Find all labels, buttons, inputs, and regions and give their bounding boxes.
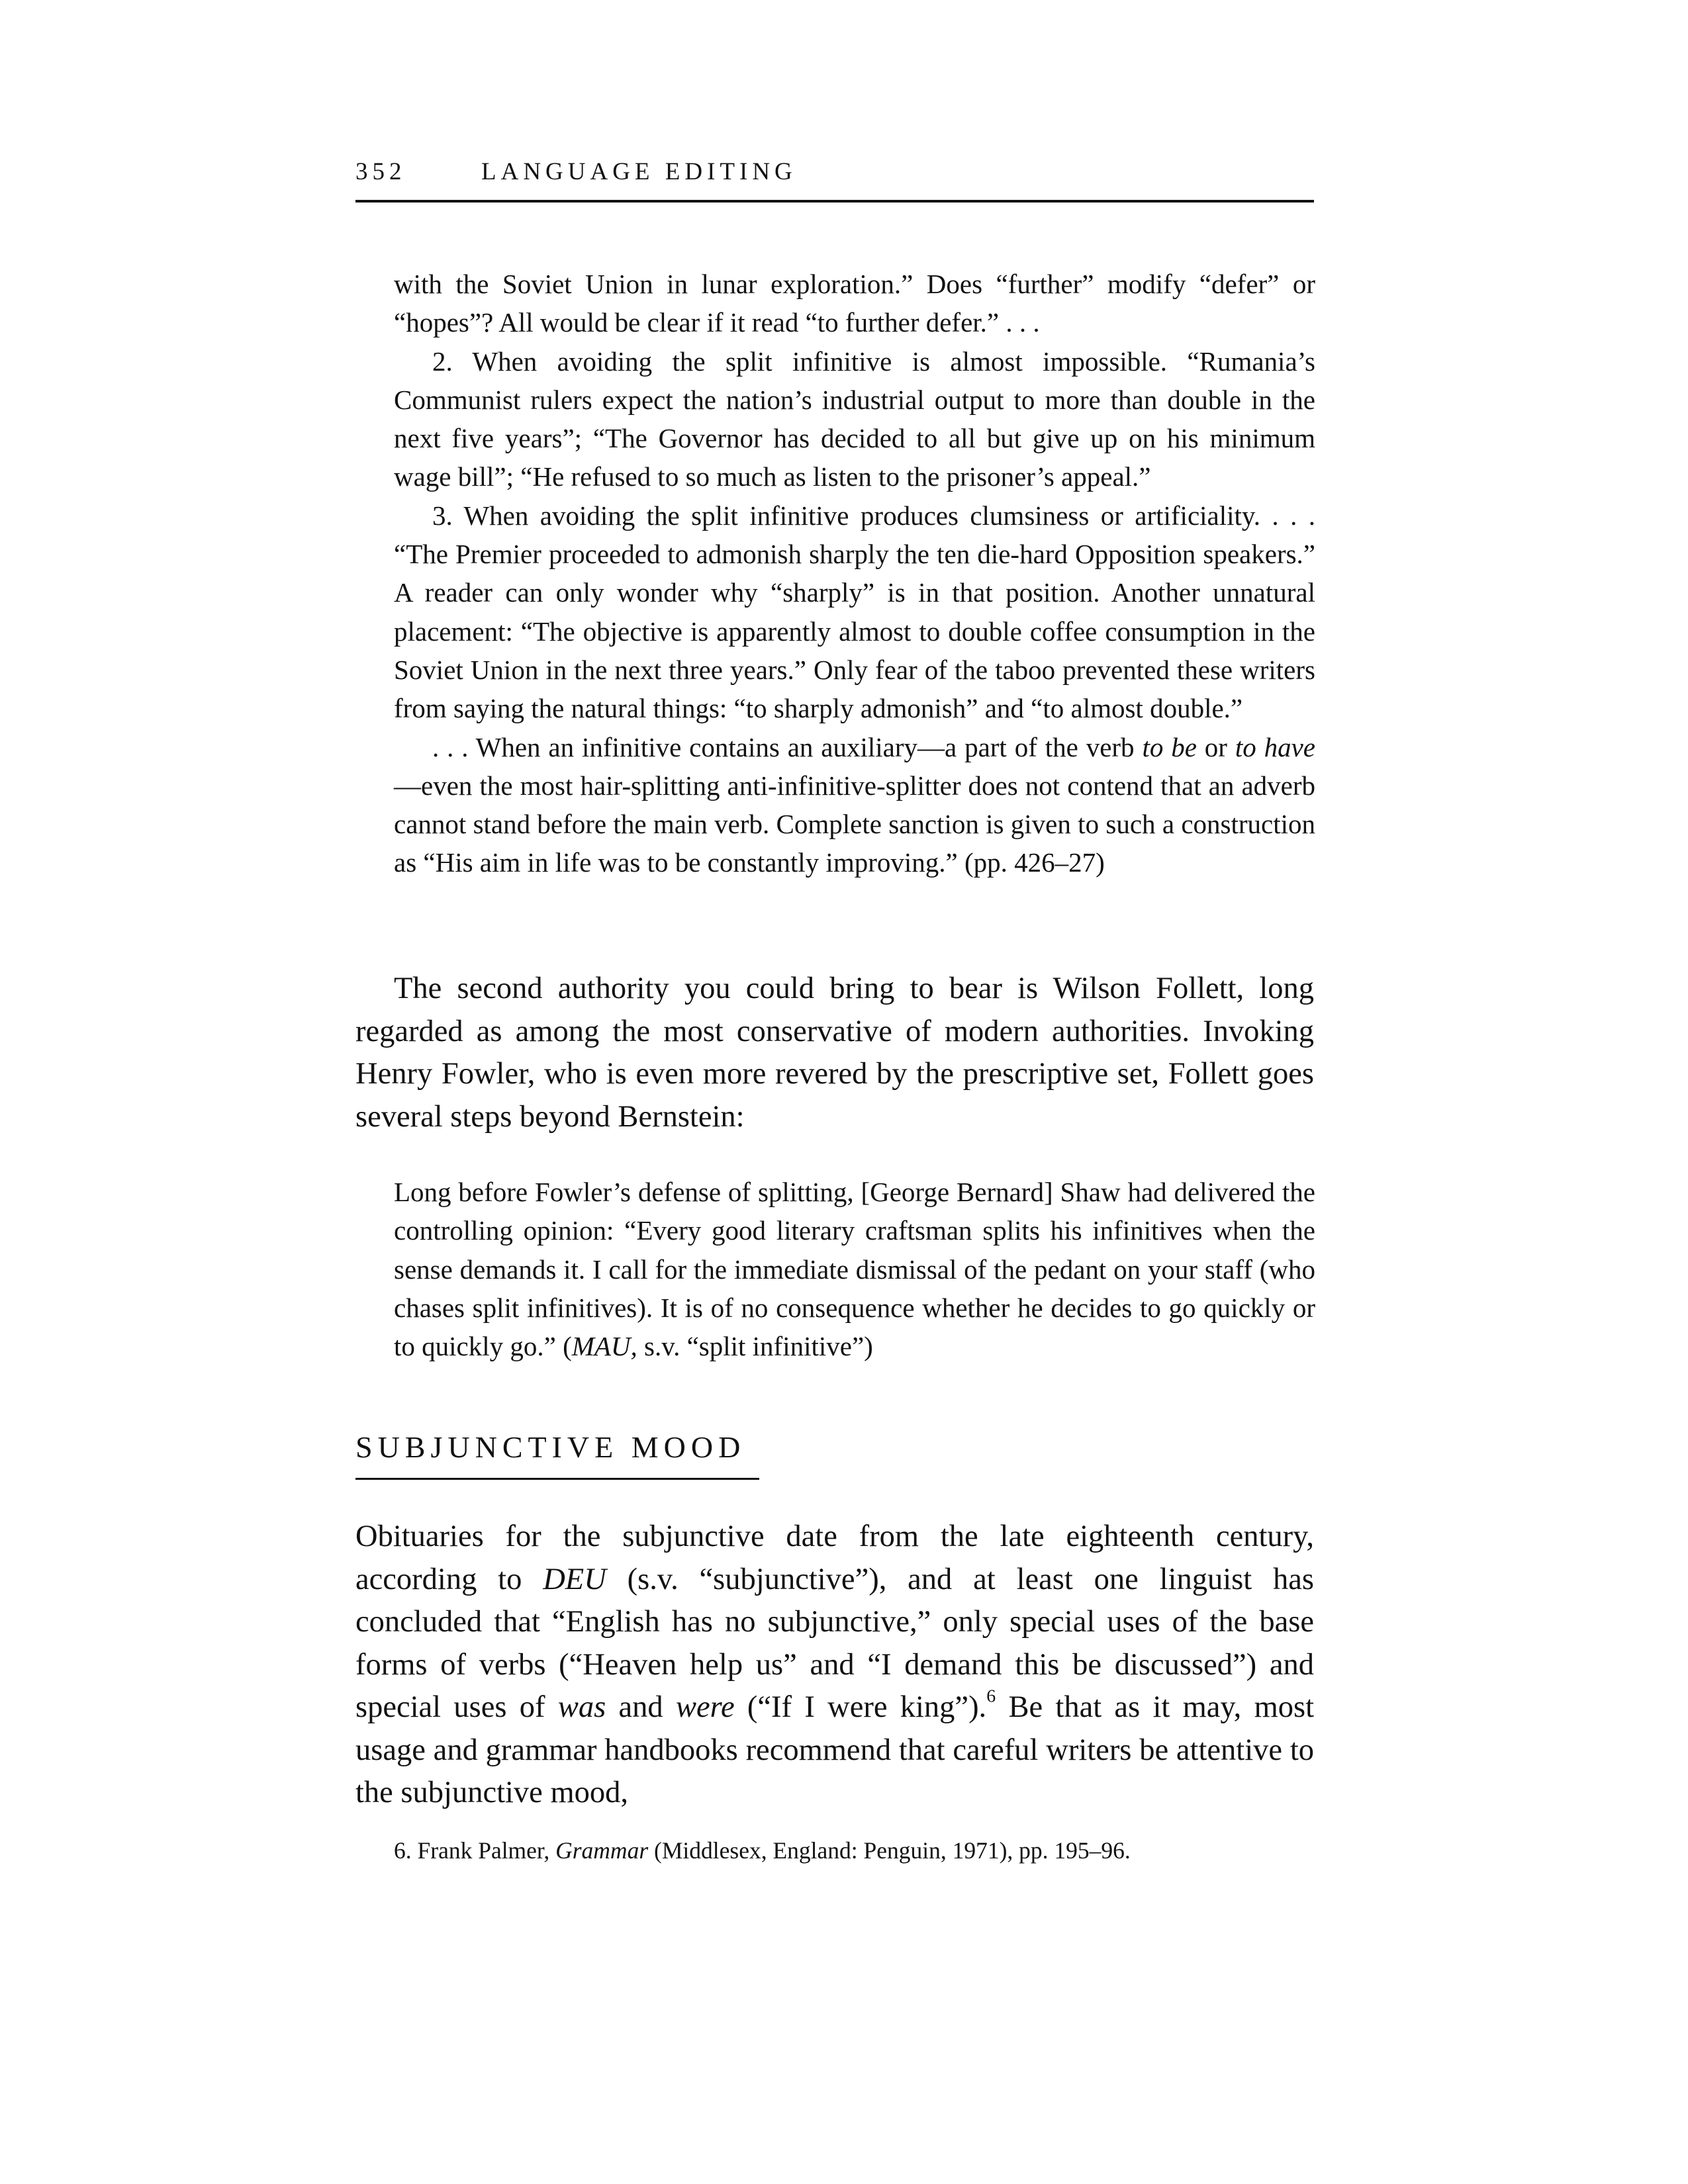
section-heading-rule bbox=[355, 1478, 759, 1480]
footnote-reference[interactable]: 6 bbox=[986, 1686, 996, 1707]
footnote bbox=[394, 1837, 1131, 1864]
italic-text: MAU, bbox=[571, 1331, 637, 1362]
quote-paragraph: 2. When avoiding the split infinitive is almost impossible. “Rumania’s Communist rulers expect the nation’s industrial output to more than double in the next five years”; “The Governor has decided to all but give up on his minimum wage bill”; “He refused to so much as listen to the prisoner’s appeal.” bbox=[394, 345, 1315, 492]
text-run: s.v. “split infinitive”) bbox=[637, 1331, 873, 1362]
text-run: . . . When an infinitive contains an auxiliary—a part of the verb bbox=[432, 731, 1143, 762]
running-head bbox=[355, 158, 1314, 197]
running-head-title: LANGUAGE EDITING bbox=[481, 158, 797, 185]
text-run: Long before Fowler’s defense of splitting, [George Bernard] Shaw had delivered the controlling opinion: “Every good literary craftsman splits his infinitives when the sense demands it. I call for the immediate dismissal of the pedant on your staff (who chases split infinitives). It is of no consequence whether he decides to go quickly or to quickly go.” ( bbox=[394, 1177, 1315, 1362]
text-run: and bbox=[606, 1690, 676, 1724]
quote-paragraph: with the Soviet Union in lunar exploration.” Does “further” modify “defer” or “hopes”? All would be clear if it read “to further defer.” . . . bbox=[394, 269, 1315, 338]
text-run: —even the most hair-splitting anti-infinitive-splitter does not contend that an adverb cannot stand before the main verb. Complete sanction is given to such a construction as “His aim in life was to be constantly improving.” (pp. 426–27) bbox=[394, 770, 1315, 878]
paragraph bbox=[355, 1516, 1314, 1815]
section-heading: SUBJUNCTIVE MOOD bbox=[355, 1430, 746, 1464]
text-run: Obituaries for the subjunctive date from the late eighteenth century, according to bbox=[355, 1520, 1314, 1596]
quote-paragraph: 3. When avoiding the split infinitive produces clumsiness or artificiality. . . . “The Premier proceeded to admonish sharply the ten die-hard Opposition speakers.” A reader can only wonder why “sharply” is in that position. Another unnatural placement: “The objective is apparently almost to double coffee consumption in the Soviet Union in the next three years.” Only fear of the taboo prevented these writers from saying the natural things: “to sharply admonish” and “to almost double.” bbox=[394, 500, 1315, 724]
block-quote-bernstein bbox=[394, 265, 1315, 882]
text-run: (“If I were king”). bbox=[734, 1690, 987, 1724]
text-run: (s.v. “subjunctive”), and at least one linguist has concluded that “English has no subjunctive,” only special uses of the base forms of verbs (“Heaven help us” and “I demand this be discussed”) and special uses of bbox=[355, 1562, 1314, 1724]
block-quote-follett bbox=[394, 1173, 1315, 1365]
text-run: (Middlesex, England: Penguin, 1971), pp. 195–96. bbox=[648, 1837, 1131, 1864]
italic-text: were bbox=[675, 1690, 735, 1724]
italic-text: was bbox=[557, 1690, 606, 1724]
italic-text: Grammar bbox=[555, 1837, 649, 1864]
header-rule bbox=[355, 200, 1314, 203]
paragraph: The second authority you could bring to bear is Wilson Follett, long regarded as among the most conservative of modern authorities. Invoking Henry Fowler, who is even more revered by the prescriptive set, Follett goes several steps beyond Bernstein: bbox=[355, 972, 1314, 1134]
italic-text: DEU bbox=[543, 1562, 606, 1596]
body-paragraph-subjunctive bbox=[355, 1516, 1314, 1815]
quote-paragraph bbox=[394, 1173, 1315, 1365]
text-run: 6. Frank Palmer, bbox=[394, 1837, 556, 1864]
text-run: or bbox=[1196, 731, 1235, 762]
page-number: 352 bbox=[355, 158, 406, 185]
italic-text: to have bbox=[1235, 731, 1315, 762]
italic-text: to be bbox=[1142, 731, 1197, 762]
body-paragraph-follett bbox=[355, 968, 1314, 1138]
text-run: Be that as it may, most usage and grammar handbooks recommend that careful writers be attentive to the subjunctive mood, bbox=[355, 1690, 1315, 1809]
quote-paragraph bbox=[394, 728, 1315, 882]
